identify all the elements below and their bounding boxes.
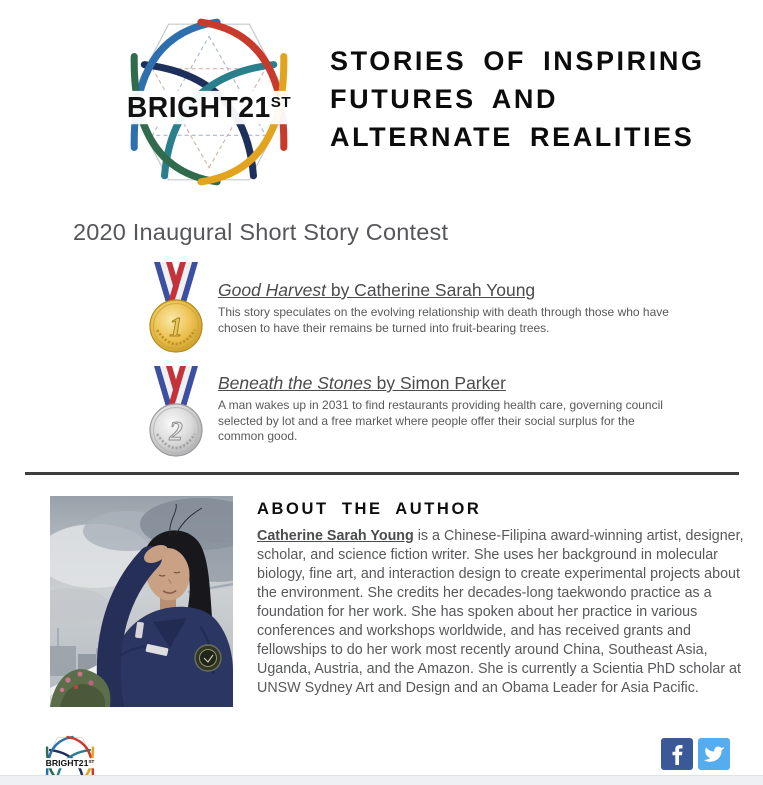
hero-title-line: ALTERNATE REALITIES xyxy=(330,122,695,152)
silver-medal-place-number: 2 xyxy=(169,416,183,446)
winner-entry xyxy=(218,373,688,445)
story-title-link[interactable] xyxy=(218,280,688,301)
author-photo xyxy=(50,496,233,707)
author-bio-text: is a Chinese-Filipina award-winning artist, designer, scholar, and science fiction writer. She uses her background in molecular biology, fine art, and interaction design to create experimental projects about the environment. She credits her decades-long taekwondo practice as a foundation for her work. She has spoken about her practice in various conferences and workshops worldwide, and has received grants and fellowships to do her work most recently around China, Southeast Asia, Uganda, Austria, and the Amazon. She is currently a Scientia PhD scholar at UNSW Sydney Art and Design and an Obama Leader for Asia Pacific. xyxy=(257,528,744,696)
hero-title-line: STORIES OF INSPIRING xyxy=(330,46,705,76)
story-description: A man wakes up in 2031 to find restaurants providing health care, governing council selected by lot and a free market where people offer their social surplus for the common good. xyxy=(218,398,663,443)
author-name-link[interactable]: Catherine Sarah Young xyxy=(257,528,414,544)
twitter-button[interactable] xyxy=(698,738,730,770)
story-title: Good Harvest xyxy=(218,280,326,300)
author-bio xyxy=(257,527,754,698)
facebook-button[interactable] xyxy=(661,738,693,770)
gold-medal-place-number: 1 xyxy=(169,312,183,342)
brand-logo-text: BRIGHT21 xyxy=(126,91,271,124)
section-divider xyxy=(25,472,739,475)
hero-title xyxy=(330,42,730,156)
brand-logo-icon xyxy=(124,6,294,198)
story-title: Beneath the Stones xyxy=(218,373,372,393)
story-byline: by Simon Parker xyxy=(371,373,506,393)
silver-medal-icon xyxy=(142,366,210,458)
about-heading: ABOUT THE AUTHOR xyxy=(257,500,482,518)
bottom-bar xyxy=(0,775,763,785)
svg-text:BRIGHT21ST xyxy=(127,91,292,123)
hero-title-line: FUTURES AND xyxy=(330,84,559,114)
story-byline: by Catherine Sarah Young xyxy=(325,280,536,300)
svg-text:BRIGHT21ST xyxy=(46,758,95,768)
story-description: This story speculates on the evolving relationship with death through those who have chosen to have their remains be turned into fruit-bearing trees. xyxy=(218,305,669,335)
facebook-icon xyxy=(661,738,693,770)
brand-logo-superscript: ST xyxy=(270,94,292,112)
footer-brand-logo-superscript: ST xyxy=(88,759,95,765)
story-title-link[interactable] xyxy=(218,373,688,394)
winner-entry xyxy=(218,280,688,336)
footer-brand-logo-text: BRIGHT21 xyxy=(45,758,89,769)
contest-heading: 2020 Inaugural Short Story Contest xyxy=(73,219,449,245)
gold-medal-icon xyxy=(142,262,210,354)
twitter-icon xyxy=(698,738,730,770)
